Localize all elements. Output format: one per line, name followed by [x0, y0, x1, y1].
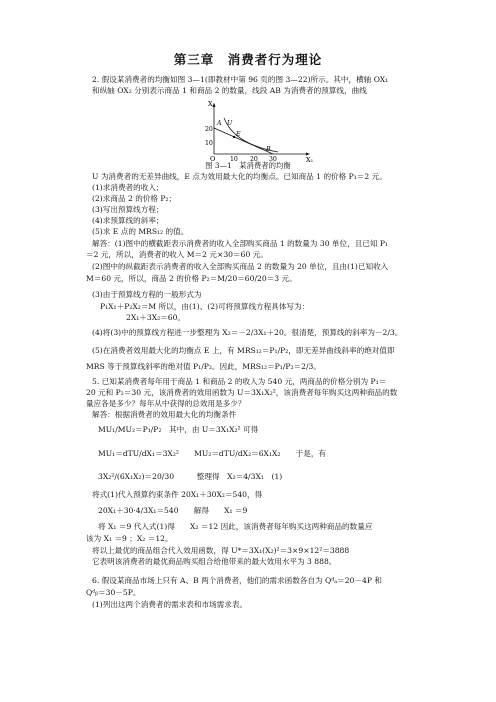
question-line: (3)写出预算线方程；: [92, 205, 164, 214]
problem-line: 量应各是多少？每年从中获得的总效用是多少？: [86, 399, 246, 408]
y-axis-label: X₂: [208, 100, 216, 108]
chapter-title: 第三章 消费者行为理论: [173, 52, 323, 67]
answer-line: M＝60 元，所以，商品 2 的价格 P₂＝M/20＝60/20＝3 元。: [86, 274, 297, 283]
y-tick-10: 10: [205, 140, 213, 147]
consumer-equilibrium-figure: [200, 100, 320, 162]
point-a-label: A: [217, 120, 222, 127]
solution-line: 解答：根据消费者的效用最大化的均衡条件: [92, 410, 237, 419]
answer-line: P₁X₁＋P₂X₂＝M 所以，由(1)、(2)可将预算线方程具体写为：: [100, 302, 310, 311]
problem-line: Qᵈᵦ＝30－5P。: [86, 588, 141, 597]
question-line: (2)求商品 2 的价格 P₂；: [92, 194, 177, 203]
answer-line: (4)将(3)中的预算线方程进一步整理为 X₂＝－2/3X₁＋20。很清楚，预算线的斜率为－2/3。: [92, 328, 403, 337]
formula-line: 20X₁＋30·4/3X₁＝540 解得 X₁ ＝9: [98, 506, 248, 515]
solution-line: 将式(1)代入预算约束条件 20X₁＋30X₂＝540，得: [92, 490, 263, 499]
answer-line: 2X₁＋3X₂＝60。: [126, 313, 186, 322]
x-tick-30: 30: [269, 156, 277, 162]
point-e-label: E: [236, 131, 241, 138]
answer-line: (2)图中的纵截距表示消费者的收入全部购买商品 2 的数量为 20 单位，且由(1)已知收入: [92, 262, 389, 271]
answer-line: (3)由于预算线方程的一般形式为: [92, 290, 202, 299]
origin-label: O: [210, 155, 216, 162]
question-line: (4)求预算线的斜率；: [92, 216, 164, 225]
answer-line: 解答：(1)图中的横截距表示消费者的收入全部购买商品 1 的数量为 30 单位，且已知 P₁: [92, 239, 389, 248]
figure-caption: 图 3—1 某消费者的均衡: [205, 161, 291, 170]
answer-line: MRS 等于预算线斜率的绝对值 P₁/P₂。因此，MRS₁₂＝P₁/P₂＝2/3。: [86, 362, 321, 371]
x-tick-20: 20: [250, 156, 258, 162]
question-line: (1)求消费者的收入；: [92, 183, 164, 192]
solution-line: 将以上最优的商品组合代入效用函数，得 U*＝3X₁(X₂)²＝3×9×12²＝3888: [92, 546, 350, 555]
curve-u-label: U: [227, 120, 233, 127]
budget-line-ab: [214, 128, 273, 154]
formula-line: MU₁＝dTU/dX₁＝3X₂² MU₂＝dTU/dX₂＝6X₁X₂ 于是，有: [98, 449, 327, 458]
point-b-label: B: [266, 146, 271, 153]
solution-line: 将 X₁ ＝9 代入式(1)得 X₂ ＝12 因此，该消费者每年购买这两种商品的数量应: [98, 522, 373, 531]
formula-line: 3X₂²/(6X₁X₂)＝20/30 整理得 X₂＝4/3X₁ (1): [98, 472, 283, 481]
solution-line: 它表明该消费者的最优商品购买组合给他带来的最大效用水平为 3 888。: [92, 557, 337, 566]
problem-line: 20 元和 P₂＝30 元，该消费者的效用函数为 U＝3X₁X₂²，该消费者每年购买这两种商品的数: [86, 388, 398, 397]
y-tick-20: 20: [205, 126, 213, 133]
problem-line: 5. 已知某消费者每年用于商品 1 和商品 2 的收入为 540 元，两商品的价格分别为 P₁＝: [92, 377, 387, 386]
answer-line: ＝2 元，所以，消费者的收入 M＝2 元×30＝60 元。: [86, 250, 268, 259]
x-tick-10: 10: [230, 156, 238, 162]
problem-line: (1)列出这两个消费者的需求表和市场需求表。: [92, 600, 248, 609]
formula-line: MU₁/MU₂＝P₁/P₂ 其中，由 U＝3X₁X₂² 可得: [98, 425, 259, 434]
x-axis-label: X₁: [306, 156, 314, 162]
paragraph-line: 2. 假设某消费者的均衡如图 3—1(即教材中第 96 页的图 3—22)所示。其中，横轴 OX₁: [92, 75, 389, 84]
equilibrium-point-e: [233, 136, 235, 138]
question-line: (5)求 E 点的 MRS₁₂ 的值。: [92, 227, 189, 236]
paragraph-line: U 为消费者的无差异曲线，E 点为效用最大化的均衡点。已知商品 1 的价格 P₁＝2 元。: [92, 172, 387, 181]
paragraph-line: 和纵轴 OX₂ 分别表示商品 1 和商品 2 的数量，线段 AB 为消费者的预算线，曲线: [92, 86, 367, 95]
answer-line: (5)在消费者效用最大化的均衡点 E 上，有 MRS₁₂＝P₁/P₂，即无差异曲线斜率的绝对值即: [92, 346, 395, 355]
problem-line: 6. 假设某商品市场上只有 A、B 两个消费者，他们的需求函数各自为 Qᵈₐ＝20－4P 和: [92, 576, 382, 585]
solution-line: 该为 X₁ ＝9 ；X₂ ＝12。: [86, 534, 173, 543]
